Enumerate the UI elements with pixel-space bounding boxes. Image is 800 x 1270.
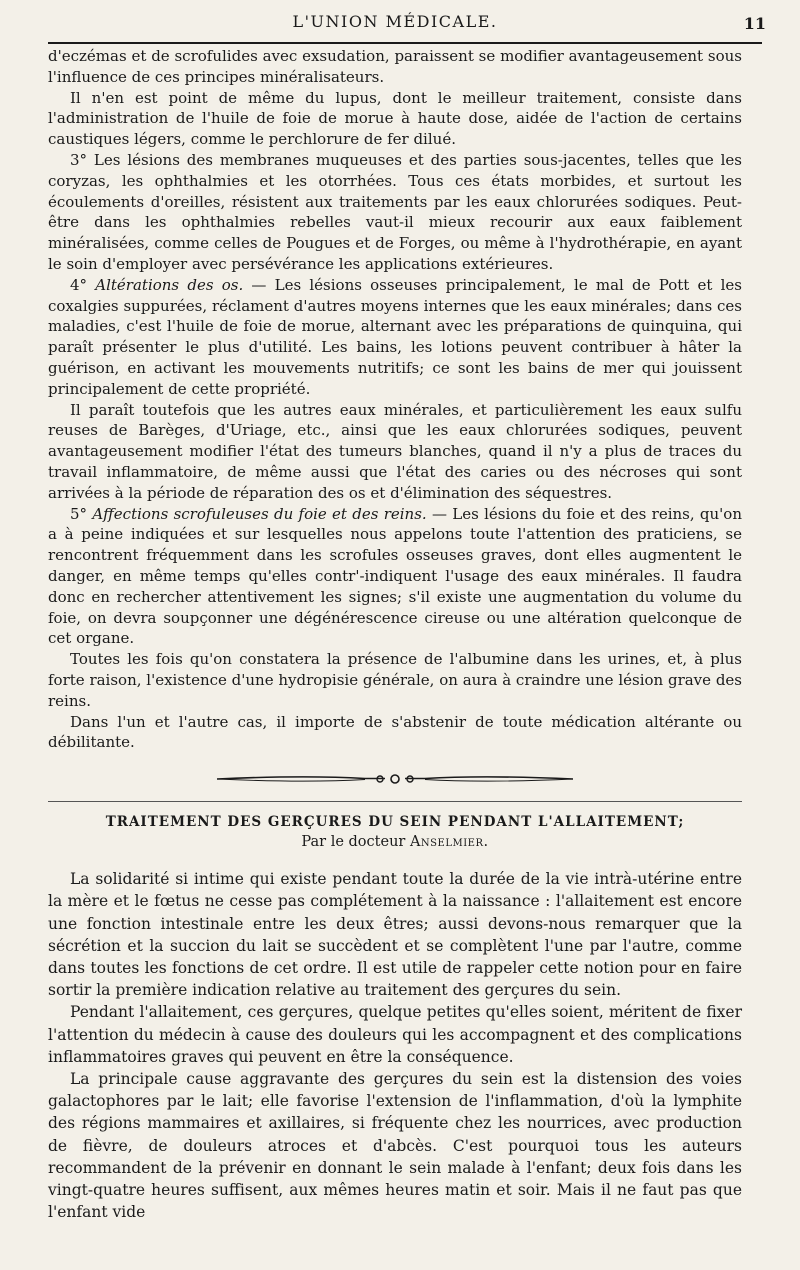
item-number: 4° [70, 275, 96, 294]
header-rule [48, 42, 762, 44]
article-byline [48, 834, 742, 850]
item-heading: Affections scrofuleuses du foie et des reins. [92, 504, 427, 523]
journal-title: L'UNION MÉDICALE. [292, 12, 498, 31]
byline-prefix: Par le docteur [301, 834, 410, 851]
section-ornament [215, 771, 575, 787]
paragraph-conclusion: Dans l'un et l'autre cas, il importe de s'abstenir de toute médication altérante ou débilitante. [48, 712, 742, 752]
item-text: — Les lésions du foie et des reins, qu'on a à peine indiquées et sur lesquelles nous appelons toute l'attention des praticiens, se rencontrent fréquemment dans les scrofules osseuses graves, dont elles augmentent le danger, en même temps qu'elles contr'-indiquent l'usage des eaux minérales. Il faudra donc en rechercher attentivement les signes; s'il existe une augmentation du volume du foie, on devra soupçonner une dégénérescence cireuse ou une altération quelconque de cet organe. [48, 504, 742, 648]
item-heading: Altérations des os. [95, 275, 244, 294]
paragraph-lupus: Il n'en est point de même du lupus, dont le meilleur traitement, consiste dans l'administration de l'huile de foie de morue à haute dose, aidée de l'action de certains caustiques légers, comme le perchlorure de fer dilué. [48, 88, 742, 149]
item-text: — Les lésions osseuses principalement, le mal de Pott et les coxalgies suppurées, réclament d'autres moyens internes que les eaux minérales; dans ces maladies, c'est l'huile de foie de morue, alternant avec les préparations de quinquina, qui paraît présenter le plus d'utilité. Les bains, les lotions peuvent contribuer à hâter la guérison, en activant les mouvements nutritifs; ce sont les bains de mer qui jouissent principalement de cette propriété. [48, 275, 743, 398]
paragraph-alterations-os [48, 275, 742, 400]
article-body [48, 868, 742, 1223]
byline-author: Anselmier. [409, 834, 489, 851]
paragraph-eaux-sulfureuses: Il paraît toutefois que les autres eaux minérales, et particulièrement les eaux sulfu reuses de Barèges, d'Uriage, etc., ainsi que les eaux chlorurées sodiques, peuvent avantageusement modifier l'état des tumeurs blanches, quand il n'y a plus de traces du travail inflammatoire, de même aussi que l'état des caries ou des nécroses qui sont arrivées à la période de réparation des os et d'élimination des séquestres. [48, 400, 742, 502]
article-paragraph-solidarite: La solidarité si intime qui existe pendant toute la durée de la vie intrà-utérine entre la mère et le fœtus ne cesse pas complétement à la naissance : l'allaitement est encore une fonction intestinale entre les deux êtres; aussi devons-nous remarquer que la sécrétion et la succion du lait se succèdent et se complètent l'une par l'autre, comme dans toutes les fonctions de cet ordre. Il est utile de rappeler cette notion pour en faire sortir la première indication relative au traitement des gerçures du sein. [48, 870, 742, 1000]
page-number: 11 [743, 14, 766, 33]
article-paragraph-allaitement: Pendant l'allaitement, ces gerçures, quelque petites qu'elles soient, méritent de fixer l'attention du médecin à cause des douleurs qui les accompagnent et des complications inflammatoires graves qui peuvent en être la conséquence. [48, 1003, 742, 1066]
paragraph-foie-reins [48, 504, 742, 650]
paragraph-albumine: Toutes les fois qu'on constatera la présence de l'albumine dans les urines, et, à plus forte raison, l'existence d'une hydropisie générale, on aura à craindre une lésion grave des reins. [48, 650, 742, 710]
running-head [48, 0, 766, 46]
section-rule [48, 801, 742, 802]
article-title: TRAITEMENT DES GERÇURES DU SEIN PENDANT L'ALLAITEMENT; [105, 814, 685, 831]
previous-article-continuation [48, 46, 742, 753]
article-paragraph-cause: La principale cause aggravante des gerçures du sein est la distension des voies galactophores par le lait; elle favorise l'extension de l'inflammation, d'où la lymphite des régions mammaires et axillaires, si fréquente chez les nourrices, avec production de fièvre, de douleurs atroces et d'abcès. C'est pourquoi tous les auteurs recommandent de la prévenir en donnant le sein malade à l'enfant; deux fois dans les vingt-quatre heures suffisent, aux mêmes heures matin et soir. Mais il ne faut pas que l'enfant vide [48, 1069, 742, 1222]
item-number: 5° [70, 504, 93, 523]
paragraph-muqueuses: 3° Les lésions des membranes muqueuses et des parties sous-jacentes, telles que les coryzas, les ophthalmies et les otorrhées. Tous ces états morbides, et surtout les écoulements d'oreilles, résistent aux traitements par les eaux chlorurées sodiques. Peut-être dans les ophthalmies rebelles vaut-il mieux recourir aux eaux faiblement minéralisées, comme celles de Pougues et de Forges, ou même à l'hydrothérapie, en ayant le soin d'employer avec persévérance les applications extérieures. [48, 150, 742, 273]
paragraph-eczemas: d'eczémas et de scrofulides avec exsudation, paraissent se modifier avantageusement sous l'influence de ces principes minéralisateurs. [48, 47, 742, 86]
